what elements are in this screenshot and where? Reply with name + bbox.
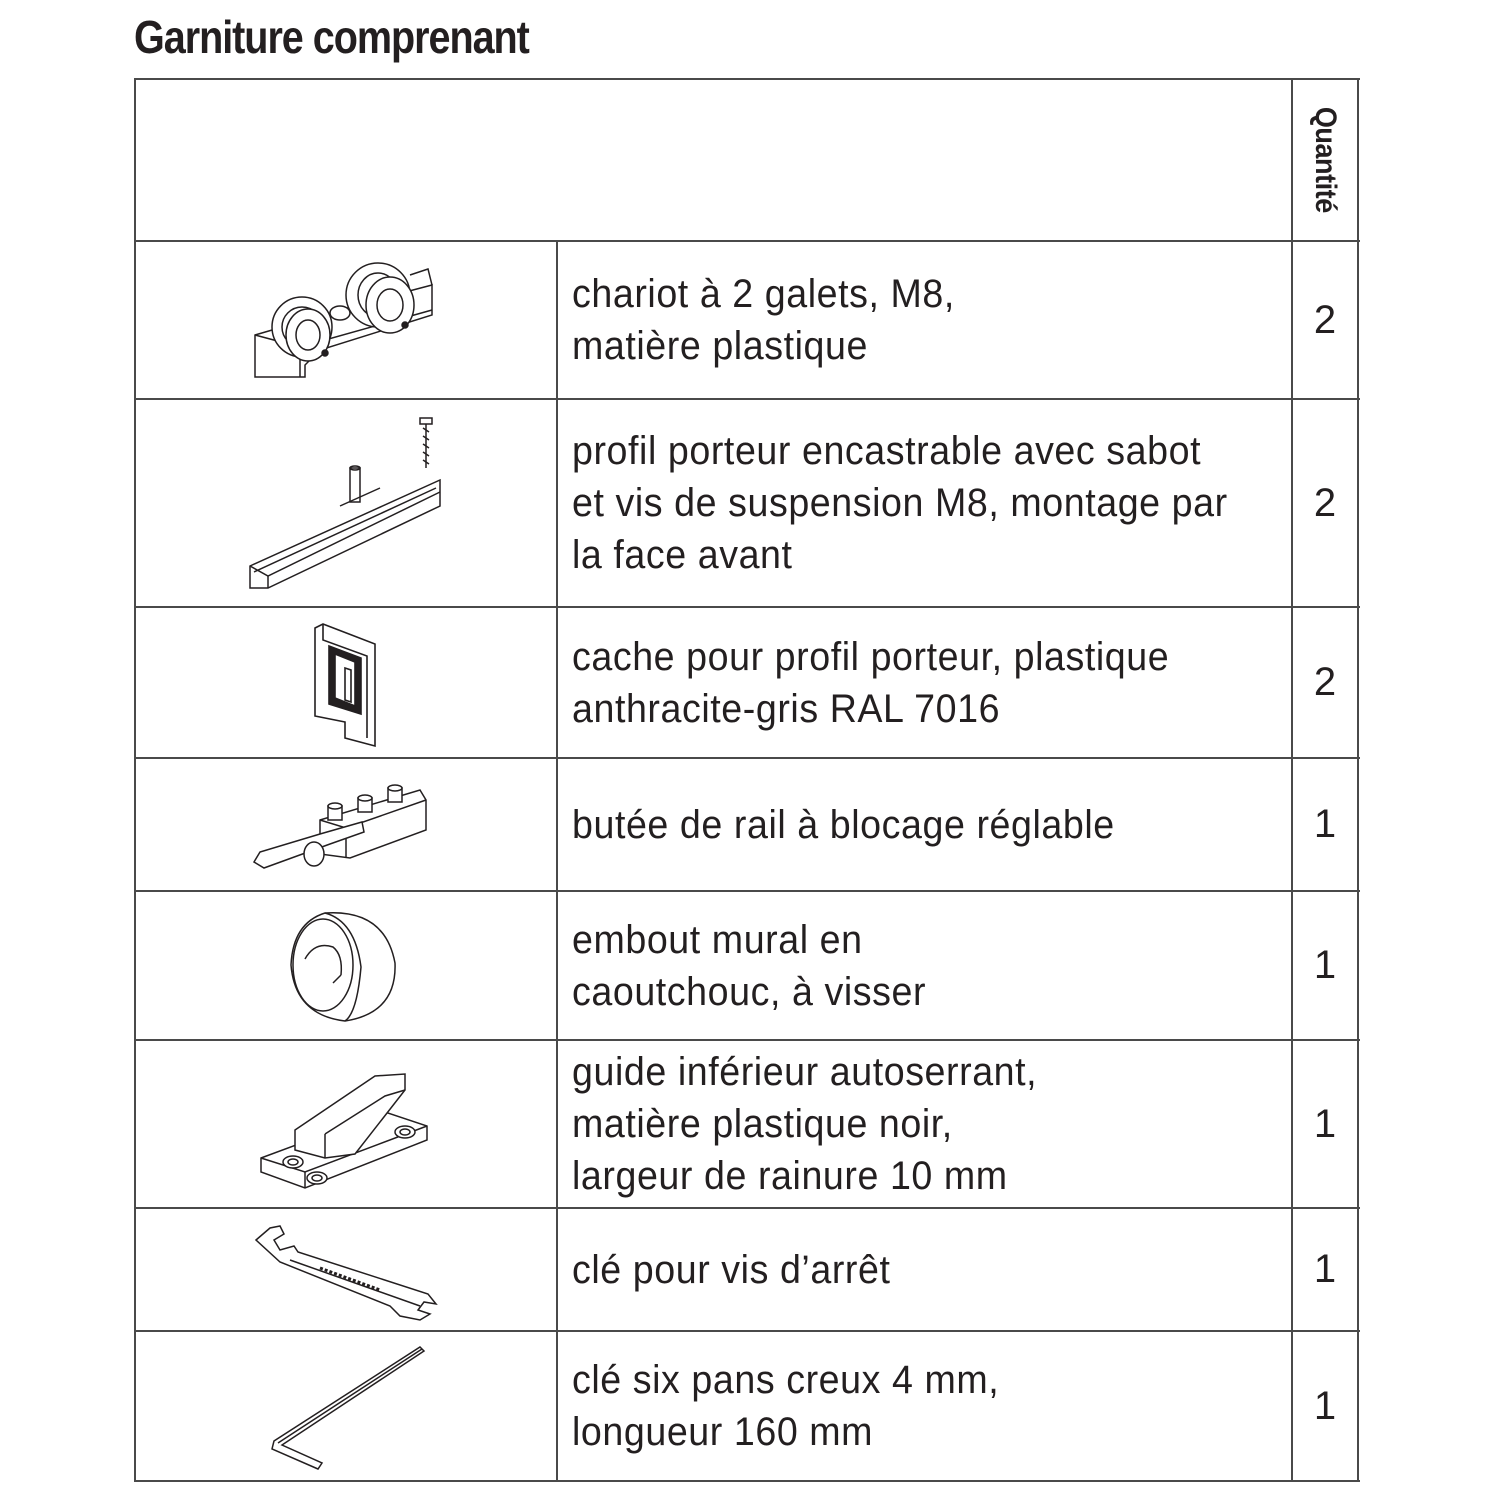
table-row <box>134 242 1360 398</box>
profile-cap-icon <box>134 608 556 757</box>
table-row <box>134 759 1360 890</box>
item-description: clé six pans creux 4 mm, longueur 160 mm <box>572 1358 1000 1454</box>
trolley-icon <box>134 242 556 398</box>
item-quantity: 2 <box>1313 297 1337 342</box>
spanner-icon <box>134 1209 556 1330</box>
item-quantity: 1 <box>1313 802 1337 846</box>
item-description: cache pour profil porteur, plastique anthracite-gris RAL 7016 <box>572 634 1170 731</box>
quantity-column-header <box>1292 80 1358 240</box>
item-quantity: 2 <box>1313 660 1337 704</box>
item-description: embout mural en caoutchouc, à visser <box>572 917 927 1014</box>
floor-guide-icon <box>134 1041 556 1207</box>
item-quantity: 1 <box>1313 943 1337 987</box>
table-row <box>134 892 1360 1039</box>
rail-stop-icon <box>134 759 556 890</box>
table-row <box>134 1041 1360 1207</box>
wall-stop-icon <box>134 892 556 1039</box>
table-rule <box>134 78 1360 80</box>
item-description: clé pour vis d’arrêt <box>572 1247 891 1292</box>
item-description: chariot à 2 galets, M8, matière plastique <box>572 272 955 368</box>
page-title: Garniture comprenant <box>134 11 529 63</box>
table-row <box>134 1209 1360 1330</box>
item-quantity: 1 <box>1313 1383 1337 1428</box>
table-rule <box>134 1480 1360 1482</box>
table-row <box>134 1332 1360 1480</box>
item-description: profil porteur encastrable avec sabot et vis de suspension M8, montage par la face avant <box>572 429 1228 577</box>
table-row <box>134 400 1360 606</box>
hex-key-icon <box>134 1332 556 1480</box>
item-quantity: 2 <box>1313 480 1337 525</box>
quantity-header-label: Quantité <box>1309 107 1342 213</box>
table-row <box>134 608 1360 757</box>
item-quantity: 1 <box>1313 1101 1337 1146</box>
item-description: guide inférieur autoserrant, matière plastique noir, largeur de rainure 10 mm <box>572 1050 1038 1198</box>
item-description: butée de rail à blocage réglable <box>572 802 1115 847</box>
item-quantity: 1 <box>1313 1247 1337 1291</box>
carrier-profile-icon <box>134 400 556 606</box>
